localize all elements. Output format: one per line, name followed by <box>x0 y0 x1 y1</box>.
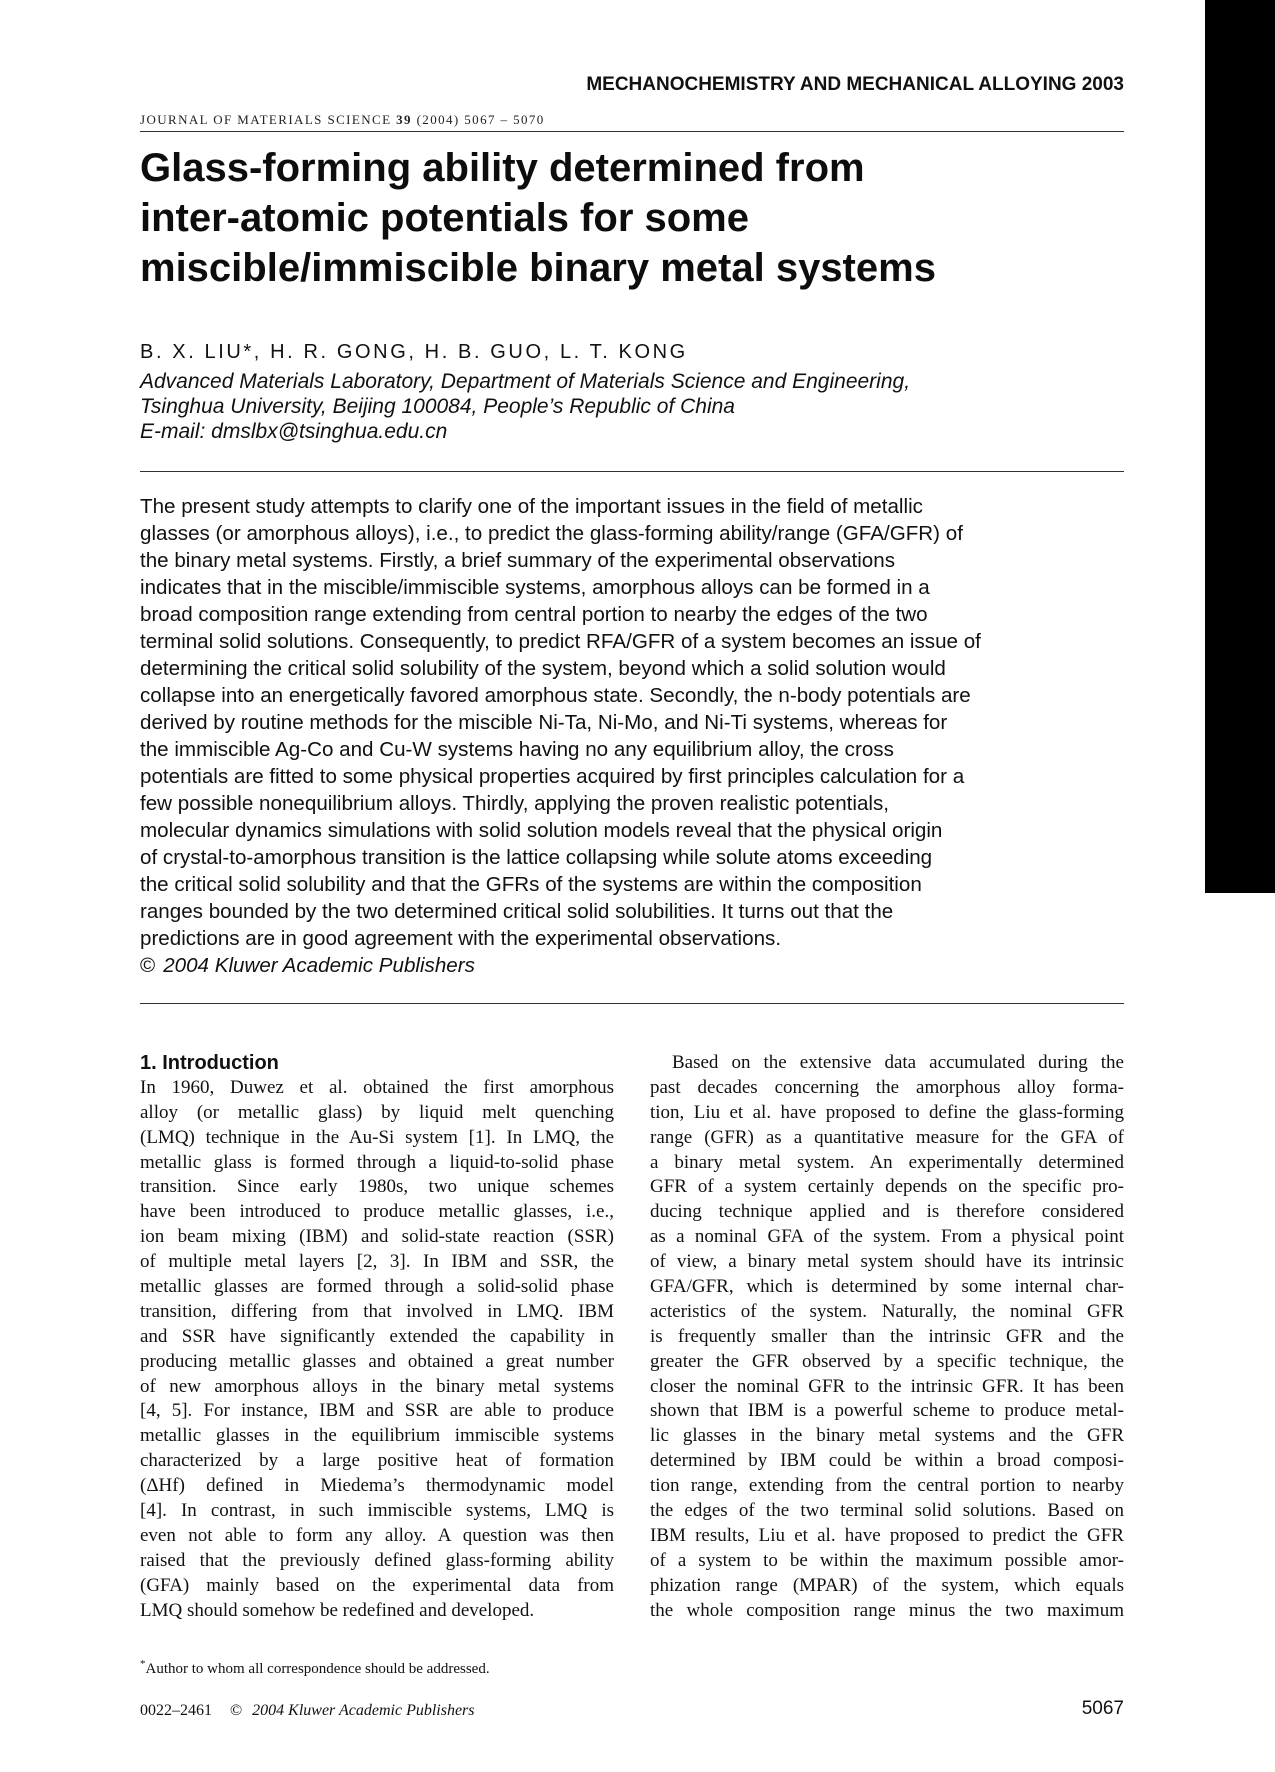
text-line: past decades concerning the amorphous alloy forma- <box>650 1076 1124 1098</box>
text-line: of new amorphous alloys in the binary metal systems <box>140 1375 614 1397</box>
text-line: determining the critical solid solubility of the system, beyond which a solid solution would <box>140 657 946 680</box>
author-list: B. X. LIU*, H. R. GONG, H. B. GUO, L. T. KONG <box>140 341 688 363</box>
journal-volume: 39 <box>396 112 412 127</box>
text-line: phization range (MPAR) of the system, which equals <box>650 1574 1124 1596</box>
text-line: metallic glass is formed through a liquid-to-solid phase <box>140 1151 614 1173</box>
thumb-index-tab <box>1205 0 1275 893</box>
footer-publisher: 2004 Kluwer Academic Publishers <box>252 1702 475 1719</box>
text-line: the edges of the two terminal solid solutions. Based on <box>650 1500 1124 1522</box>
text-line: GFA/GFR, which is determined by some internal char- <box>650 1276 1124 1298</box>
right-column <box>650 1051 1124 1623</box>
text-line: is frequently smaller than the intrinsic GFR and the <box>650 1325 1124 1347</box>
text-line: alloy (or metallic glass) by liquid melt quenching <box>140 1101 614 1123</box>
text-line: a binary metal system. An experimentally determined <box>650 1151 1124 1173</box>
copyright-symbol: © <box>140 954 156 977</box>
text-line: of multiple metal layers [2, 3]. In IBM and SSR, the <box>140 1251 614 1273</box>
text-line: transition, differing from that involved in LMQ. IBM <box>140 1300 614 1322</box>
text-line: [4, 5]. For instance, IBM and SSR are able to produce <box>140 1400 614 1422</box>
text-line: tion range, extending from the central portion to nearby <box>650 1475 1124 1497</box>
text-line: the immiscible Ag-Co and Cu-W systems having no any equilibrium alloy, the cross <box>140 738 894 761</box>
text-line: In 1960, Duwez et al. obtained the first amorphous <box>140 1076 614 1098</box>
affiliation-line: Advanced Materials Laboratory, Department of Materials Science and Engineering, <box>140 370 911 393</box>
header-rule <box>140 131 1124 132</box>
issn: 0022–2461 <box>140 1702 212 1719</box>
text-line: Based on the extensive data accumulated during the <box>672 1052 1124 1073</box>
text-line: characterized by a large positive heat of formation <box>140 1450 614 1472</box>
text-line: (LMQ) technique in the Au-Si system [1]. In LMQ, the <box>140 1126 614 1148</box>
page-number: 5067 <box>1081 1698 1124 1719</box>
text-line: molecular dynamics simulations with solid solution models reveal that the physical origin <box>140 819 943 842</box>
text-line: metallic glasses in the equilibrium immiscible systems <box>140 1425 614 1447</box>
abstract <box>140 493 1130 979</box>
text-line: tion, Liu et al. have proposed to define the glass-forming <box>650 1101 1124 1123</box>
section-heading: 1. Introduction <box>140 1052 279 1074</box>
text-line: the whole composition range minus the two maximum <box>650 1599 1124 1621</box>
text-line: collapse into an energetically favored amorphous state. Secondly, the n-body potentials are <box>140 684 971 707</box>
text-line: as a nominal GFA of the system. From a physical point <box>650 1226 1124 1248</box>
affiliation-block <box>140 369 1124 444</box>
text-line: ducing technique applied and is therefore considered <box>650 1201 1124 1223</box>
footnote-marker: * <box>140 1658 146 1670</box>
footer-citation <box>140 1702 475 1720</box>
text-line: terminal solid solutions. Consequently, to predict RFA/GFR of a system becomes an issue of <box>140 630 981 653</box>
text-line: of a system to be within the maximum possible amor- <box>650 1549 1124 1571</box>
article-title <box>140 143 1040 293</box>
text-line: IBM results, Liu et al. have proposed to predict the GFR <box>650 1524 1124 1546</box>
text-line: have been introduced to produce metallic glasses, i.e., <box>140 1201 614 1223</box>
abstract-copyright <box>140 952 1130 979</box>
text-line: metallic glasses are formed through a solid-solid phase <box>140 1276 614 1298</box>
text-line: shown that IBM is a powerful scheme to produce metal- <box>650 1400 1124 1422</box>
copyright-text: 2004 Kluwer Academic Publishers <box>163 954 475 977</box>
text-line: of crystal-to-amorphous transition is the lattice collapsing while solute atoms exceeding <box>140 846 933 869</box>
series-title: MECHANOCHEMISTRY AND MECHANICAL ALLOYING 2003 <box>586 74 1124 95</box>
title-line: miscible/immiscible binary metal systems <box>140 246 936 290</box>
text-line: lic glasses in the binary metal systems and the GFR <box>650 1425 1124 1447</box>
journal-citation <box>140 112 1124 128</box>
footer-copyright-symbol: © <box>230 1702 243 1719</box>
left-column-body <box>140 1076 614 1624</box>
text-line: producing metallic glasses and obtained a great number <box>140 1350 614 1372</box>
abstract-top-rule <box>140 471 1124 472</box>
text-line: The present study attempts to clarify one of the important issues in the field of metallic <box>140 495 923 518</box>
left-column <box>140 1051 614 1623</box>
text-line: broad composition range extending from central portion to nearby the edges of the two <box>140 603 928 626</box>
abstract-body <box>140 493 1130 952</box>
text-line: the critical solid solubility and that the GFRs of the systems are within the composition <box>140 873 922 896</box>
text-line: transition. Since early 1980s, two unique schemes <box>140 1176 614 1198</box>
footnote <box>140 1658 740 1678</box>
text-line: closer the nominal GFR to the intrinsic GFR. It has been <box>650 1375 1124 1397</box>
footnote-text: Author to whom all correspondence should be addressed. <box>145 1661 490 1677</box>
text-line: even not able to form any alloy. A question was then <box>140 1524 614 1546</box>
title-line: inter-atomic potentials for some <box>140 196 749 240</box>
journal-year-pages: (2004) 5067 – 5070 <box>416 112 545 127</box>
text-line: derived by routine methods for the miscible Ni-Ta, Ni-Mo, and Ni-Ti systems, whereas for <box>140 711 948 734</box>
text-line: acteristics of the system. Naturally, the nominal GFR <box>650 1300 1124 1322</box>
text-line: and SSR have significantly extended the capability in <box>140 1325 614 1347</box>
text-line: (GFA) mainly based on the experimental data from <box>140 1574 614 1596</box>
text-line: indicates that in the miscible/immiscible systems, amorphous alloys can be formed in a <box>140 576 930 599</box>
text-line: ranges bounded by the two determined critical solid solubilities. It turns out that the <box>140 900 894 923</box>
text-line: raised that the previously defined glass-forming ability <box>140 1549 614 1571</box>
text-line: (ΔHf) defined in Miedema’s thermodynamic model <box>140 1475 614 1497</box>
abstract-bottom-rule <box>140 1003 1124 1004</box>
affiliation-line: Tsinghua University, Beijing 100084, People’s Republic of China <box>140 395 735 418</box>
text-line: LMQ should somehow be redefined and developed. <box>140 1599 535 1621</box>
text-line: glasses (or amorphous alloys), i.e., to predict the glass-forming ability/range (GFA/GFR) of <box>140 522 963 545</box>
text-line: range (GFR) as a quantitative measure for the GFA of <box>650 1126 1124 1148</box>
title-line: Glass-forming ability determined from <box>140 146 865 190</box>
text-line: predictions are in good agreement with the experimental observations. <box>140 927 782 950</box>
text-line: [4]. In contrast, in such immiscible systems, LMQ is <box>140 1500 614 1522</box>
email-line: E-mail: dmslbx@tsinghua.edu.cn <box>140 420 448 443</box>
text-line: few possible nonequilibrium alloys. Thirdly, applying the proven realistic potentials, <box>140 792 890 815</box>
right-column-body <box>650 1051 1124 1623</box>
text-line: greater the GFR observed by a specific technique, the <box>650 1350 1124 1372</box>
text-line: potentials are fitted to some physical properties acquired by first principles calculation for a <box>140 765 965 788</box>
text-line: of view, a binary metal system should have its intrinsic <box>650 1251 1124 1273</box>
text-line: ion beam mixing (IBM) and solid-state reaction (SSR) <box>140 1226 614 1248</box>
text-line: the binary metal systems. Firstly, a brief summary of the experimental observations <box>140 549 895 572</box>
text-line: determined by IBM could be within a broad composi- <box>650 1450 1124 1472</box>
text-line: GFR of a system certainly depends on the specific pro- <box>650 1176 1124 1198</box>
journal-name: JOURNAL OF MATERIALS SCIENCE <box>140 112 392 127</box>
